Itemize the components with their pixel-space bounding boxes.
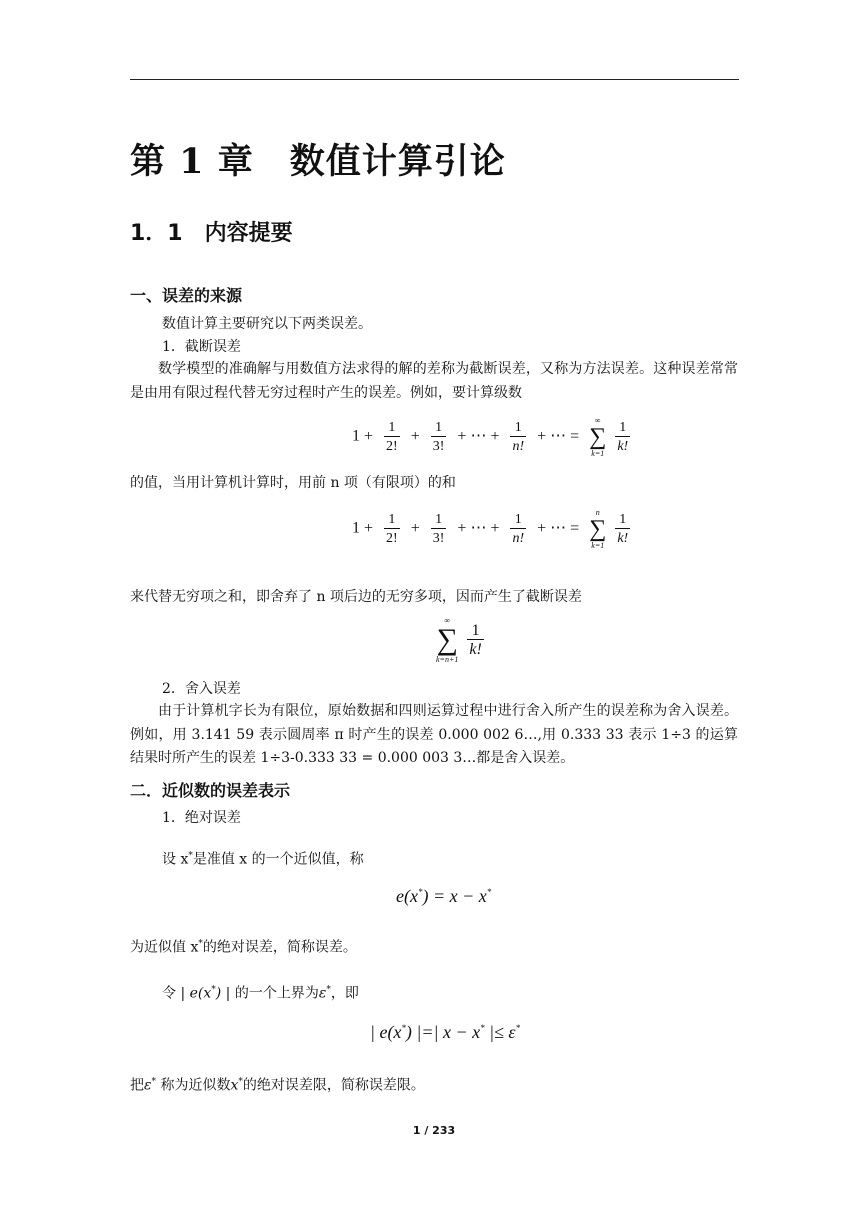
formula-absolute-error: e(x*) = x − x* (396, 886, 492, 906)
abs-error-label: 1．绝对误差 (162, 810, 241, 826)
item2-paragraph: 由于计算机字长为有限位，原始数据和四则运算过程中进行舍入所产生的误差称为舍入误差。例如，用 3.141 59 表示圆周率 π 时产生的误差 0.000 002 6…,用 0.333 33 表示 1÷3 的运算结果时所产生的误差 1÷3-0.333 33 = 0.000 003 3…都是舍入误差。 (130, 703, 738, 766)
item1-label: 1．截断误差 (162, 339, 241, 355)
part2-heading: 二．近似数的误差表示 (130, 781, 291, 800)
formula-series-finite: 1 + $\frac{1}{2!}$ + $\frac{1}{3!}$ + ⋯ + $\frac{1}{n!}$ + ⋯ = n ∑ k=1 $\frac{1}{k!}$ (352, 508, 629, 550)
formula-series-infinite: 1 + $\frac{1}{2!}$ + $\frac{1}{3!}$ + ⋯ + $\frac{1}{n!}$ + ⋯ = ∞ ∑ k=1 $\frac{1}{k!}$ (352, 416, 629, 458)
formula-error-bound: | e(x*) |=| x − x* |≤ ε* (370, 1022, 521, 1042)
item2-label: 2．舍入误差 (162, 681, 241, 697)
item1-paragraph: 数学模型的准确解与用数值方法求得的解的差称为截断误差，又称为方法误差。这种误差常常是由用有限过程代替无穷过程时产生的误差。例如，要计算级数 (130, 361, 738, 401)
formula-truncation-error: ∞ ∑ k=n+1 $\frac{1}{k!}$ (436, 616, 482, 664)
abs-error-naming-line: 为近似值 x*的绝对误差，简称误差。 (130, 939, 357, 956)
chapter-title: 第 1 章 数值计算引论 (130, 141, 506, 182)
error-limit-line: 把ε* 称为近似数x*的绝对误差限，简称误差限。 (130, 1077, 425, 1094)
page-number: 1 / 233 (412, 1124, 456, 1137)
part1-heading: 一、误差的来源 (130, 286, 243, 305)
section-title: 1．1 内容提要 (130, 221, 293, 246)
text-after-formula1: 的值，当用计算机计算时，用前 n 项（有限项）的和 (130, 475, 456, 491)
approx-definition-line: 设 x*是准值 x 的一个近似值，称 (162, 851, 364, 868)
header-rule (130, 79, 739, 80)
text-after-formula2: 来代替无穷项之和，即舍弃了 n 项后边的无穷多项，因而产生了截断误差 (130, 589, 582, 605)
part1-intro: 数值计算主要研究以下两类误差。 (162, 316, 372, 332)
upper-bound-line: 令 | e(x*) | 的一个上界为ε*，即 (162, 985, 359, 1002)
